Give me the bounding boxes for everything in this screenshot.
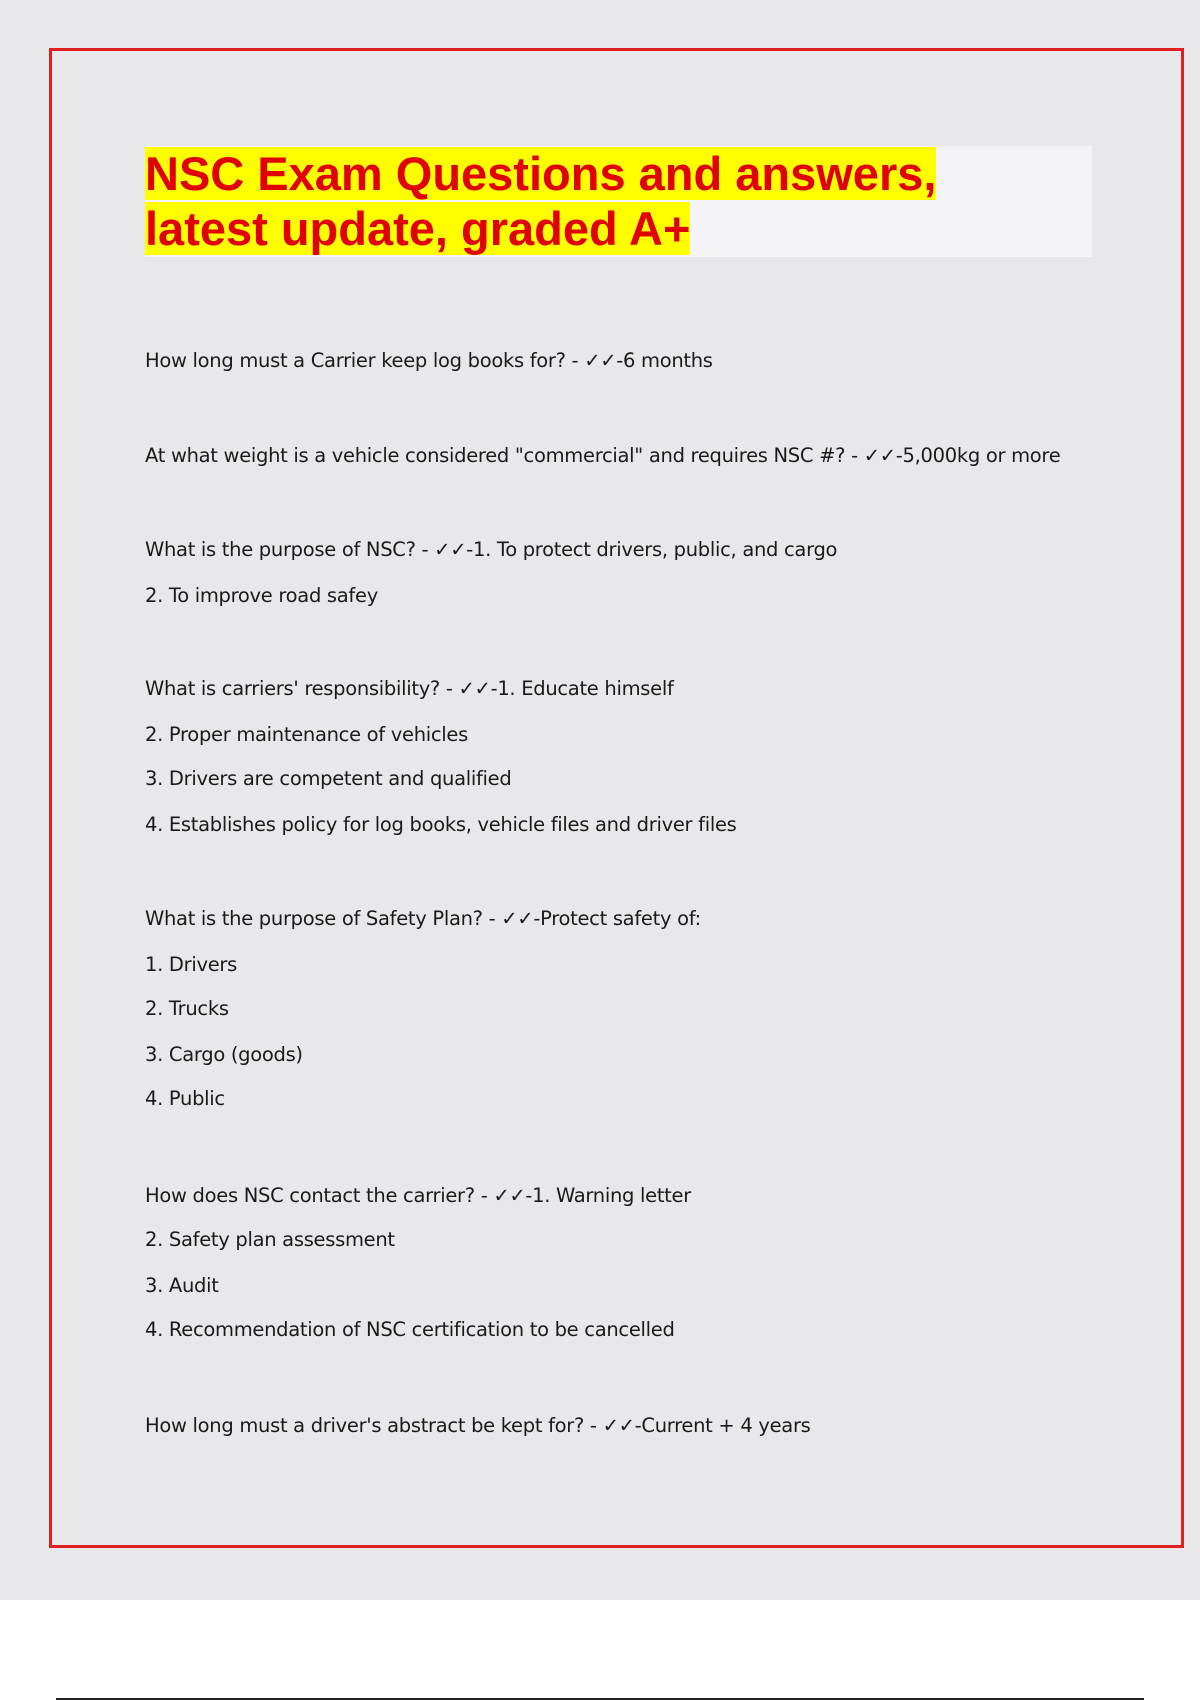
answer-line: 2. Proper maintenance of vehicles bbox=[145, 723, 468, 746]
question-safety-plan: What is the purpose of Safety Plan? - ✓✓-Protect safety of: bbox=[145, 907, 701, 930]
answer-line: 2. Trucks bbox=[145, 997, 229, 1020]
question-driver-abstract: How long must a driver's abstract be kept for? - ✓✓-Current + 4 years bbox=[145, 1414, 811, 1437]
title-line-2: latest update, graded A+ bbox=[145, 202, 691, 255]
answer-line: 2. To improve road safey bbox=[145, 584, 378, 607]
document-title bbox=[145, 146, 1045, 256]
answer-line: 4. Public bbox=[145, 1087, 225, 1110]
question-carrier-responsibility: What is carriers' responsibility? - ✓✓-1. Educate himself bbox=[145, 677, 674, 700]
answer-line: 4. Establishes policy for log books, vehicle files and driver files bbox=[145, 813, 737, 836]
answer-line: 4. Recommendation of NSC certification to be cancelled bbox=[145, 1318, 675, 1341]
answer-line: 3. Cargo (goods) bbox=[145, 1043, 303, 1066]
question-nsc-purpose: What is the purpose of NSC? - ✓✓-1. To protect drivers, public, and cargo bbox=[145, 538, 838, 561]
question-commercial-weight: At what weight is a vehicle considered "commercial" and requires NSC #? - ✓✓-5,000kg or more bbox=[145, 444, 1061, 467]
answer-line: 2. Safety plan assessment bbox=[145, 1228, 395, 1251]
answer-line: 3. Audit bbox=[145, 1274, 219, 1297]
answer-line: 1. Drivers bbox=[145, 953, 237, 976]
question-nsc-contact: How does NSC contact the carrier? - ✓✓-1. Warning letter bbox=[145, 1184, 691, 1207]
title-line-1: NSC Exam Questions and answers, bbox=[145, 147, 937, 200]
answer-line: 3. Drivers are competent and qualified bbox=[145, 767, 512, 790]
question-log-books: How long must a Carrier keep log books for? - ✓✓-6 months bbox=[145, 349, 713, 372]
